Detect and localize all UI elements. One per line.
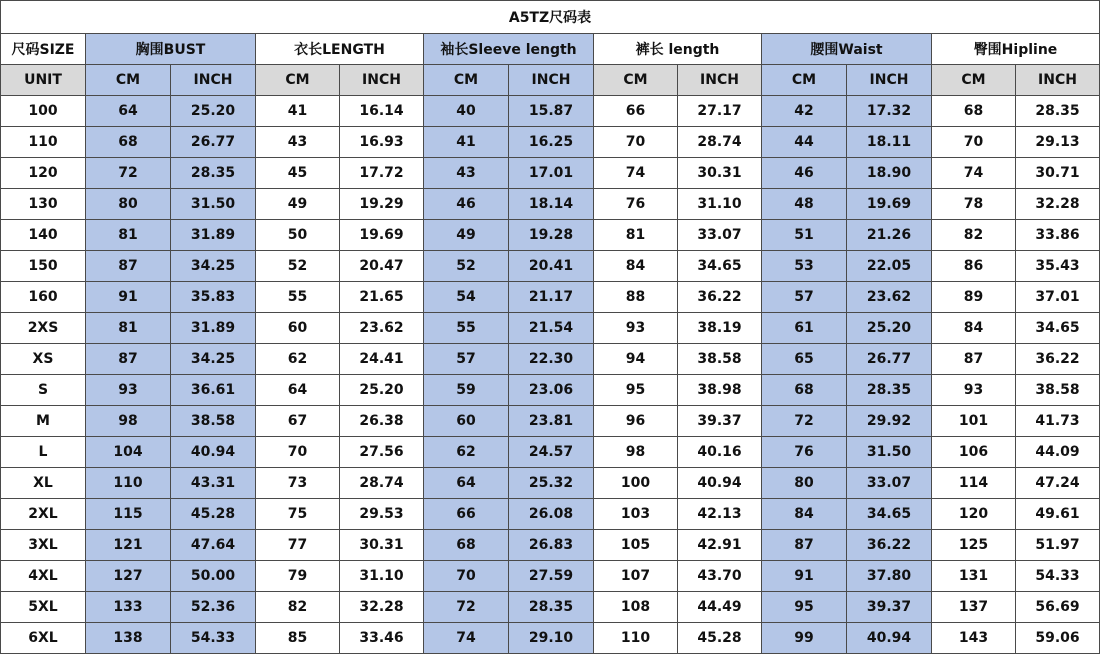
value-cell: 28.35 [847, 375, 932, 406]
value-cell: 98 [594, 437, 678, 468]
value-cell: 22.05 [847, 251, 932, 282]
size-cell: 5XL [1, 592, 86, 623]
header-waist: 腰围Waist [762, 34, 932, 65]
header-hip: 臀围Hipline [932, 34, 1100, 65]
value-cell: 31.10 [340, 561, 424, 592]
value-cell: 47.24 [1016, 468, 1100, 499]
value-cell: 37.01 [1016, 282, 1100, 313]
value-cell: 33.86 [1016, 220, 1100, 251]
table-row [1, 251, 1100, 282]
value-cell: 34.65 [1016, 313, 1100, 344]
value-cell: 103 [594, 499, 678, 530]
value-cell: 23.81 [509, 406, 594, 437]
value-cell: 84 [762, 499, 847, 530]
value-cell: 70 [256, 437, 340, 468]
value-cell: 29.53 [340, 499, 424, 530]
value-cell: 68 [932, 96, 1016, 127]
value-cell: 143 [932, 623, 1016, 654]
value-cell: 104 [86, 437, 171, 468]
value-cell: 49.61 [1016, 499, 1100, 530]
value-cell: 87 [86, 344, 171, 375]
size-cell: 100 [1, 96, 86, 127]
table-row [1, 623, 1100, 654]
value-cell: 87 [86, 251, 171, 282]
value-cell: 33.07 [678, 220, 762, 251]
value-cell: 29.10 [509, 623, 594, 654]
size-cell: 6XL [1, 623, 86, 654]
value-cell: 32.28 [1016, 189, 1100, 220]
value-cell: 70 [932, 127, 1016, 158]
value-cell: 51.97 [1016, 530, 1100, 561]
value-cell: 40.16 [678, 437, 762, 468]
value-cell: 33.46 [340, 623, 424, 654]
value-cell: 20.47 [340, 251, 424, 282]
table-row [1, 189, 1100, 220]
size-cell: 2XS [1, 313, 86, 344]
value-cell: 30.31 [678, 158, 762, 189]
value-cell: 99 [762, 623, 847, 654]
value-cell: 81 [86, 220, 171, 251]
value-cell: 70 [424, 561, 509, 592]
size-cell: 4XL [1, 561, 86, 592]
value-cell: 78 [932, 189, 1016, 220]
value-cell: 43.31 [171, 468, 256, 499]
table-row [1, 592, 1100, 623]
value-cell: 40.94 [678, 468, 762, 499]
value-cell: 95 [762, 592, 847, 623]
value-cell: 16.14 [340, 96, 424, 127]
value-cell: 31.50 [847, 437, 932, 468]
value-cell: 74 [932, 158, 1016, 189]
value-cell: 25.20 [847, 313, 932, 344]
value-cell: 50 [256, 220, 340, 251]
unit-cm: CM [762, 65, 847, 96]
unit-inch: INCH [678, 65, 762, 96]
value-cell: 36.22 [1016, 344, 1100, 375]
value-cell: 31.89 [171, 220, 256, 251]
value-cell: 65 [762, 344, 847, 375]
value-cell: 23.62 [340, 313, 424, 344]
value-cell: 49 [256, 189, 340, 220]
size-cell: 160 [1, 282, 86, 313]
table-row [1, 313, 1100, 344]
value-cell: 23.06 [509, 375, 594, 406]
header-pants: 裤长 length [594, 34, 762, 65]
value-cell: 34.65 [847, 499, 932, 530]
value-cell: 41 [256, 96, 340, 127]
table-row [1, 282, 1100, 313]
value-cell: 125 [932, 530, 1016, 561]
value-cell: 37.80 [847, 561, 932, 592]
value-cell: 89 [932, 282, 1016, 313]
value-cell: 40 [424, 96, 509, 127]
value-cell: 93 [932, 375, 1016, 406]
value-cell: 41 [424, 127, 509, 158]
value-cell: 43 [424, 158, 509, 189]
value-cell: 76 [762, 437, 847, 468]
value-cell: 77 [256, 530, 340, 561]
value-cell: 66 [594, 96, 678, 127]
value-cell: 44.49 [678, 592, 762, 623]
value-cell: 101 [932, 406, 1016, 437]
value-cell: 36.22 [847, 530, 932, 561]
value-cell: 91 [86, 282, 171, 313]
header-sleeve: 袖长Sleeve length [424, 34, 594, 65]
value-cell: 42.91 [678, 530, 762, 561]
value-cell: 46 [424, 189, 509, 220]
value-cell: 35.43 [1016, 251, 1100, 282]
value-cell: 105 [594, 530, 678, 561]
value-cell: 28.35 [171, 158, 256, 189]
table-row [1, 437, 1100, 468]
unit-cm: CM [86, 65, 171, 96]
value-cell: 85 [256, 623, 340, 654]
value-cell: 28.35 [1016, 96, 1100, 127]
value-cell: 25.20 [340, 375, 424, 406]
unit-cm: CM [424, 65, 509, 96]
value-cell: 64 [424, 468, 509, 499]
value-cell: 27.17 [678, 96, 762, 127]
value-cell: 18.14 [509, 189, 594, 220]
value-cell: 17.32 [847, 96, 932, 127]
value-cell: 22.30 [509, 344, 594, 375]
value-cell: 54.33 [1016, 561, 1100, 592]
value-cell: 53 [762, 251, 847, 282]
value-cell: 67 [256, 406, 340, 437]
value-cell: 24.41 [340, 344, 424, 375]
value-cell: 50.00 [171, 561, 256, 592]
value-cell: 86 [932, 251, 1016, 282]
value-cell: 133 [86, 592, 171, 623]
size-cell: XS [1, 344, 86, 375]
value-cell: 36.22 [678, 282, 762, 313]
value-cell: 26.83 [509, 530, 594, 561]
value-cell: 34.25 [171, 251, 256, 282]
value-cell: 27.59 [509, 561, 594, 592]
value-cell: 74 [594, 158, 678, 189]
unit-cm: CM [932, 65, 1016, 96]
value-cell: 23.62 [847, 282, 932, 313]
value-cell: 38.58 [171, 406, 256, 437]
value-cell: 87 [762, 530, 847, 561]
unit-inch: INCH [509, 65, 594, 96]
unit-label: UNIT [1, 65, 86, 96]
unit-inch: INCH [1016, 65, 1100, 96]
value-cell: 25.32 [509, 468, 594, 499]
table-row [1, 468, 1100, 499]
value-cell: 84 [594, 251, 678, 282]
value-cell: 62 [424, 437, 509, 468]
value-cell: 46 [762, 158, 847, 189]
value-cell: 31.10 [678, 189, 762, 220]
value-cell: 98 [86, 406, 171, 437]
value-cell: 26.08 [509, 499, 594, 530]
value-cell: 68 [424, 530, 509, 561]
header-length: 衣长LENGTH [256, 34, 424, 65]
value-cell: 81 [594, 220, 678, 251]
value-cell: 25.20 [171, 96, 256, 127]
value-cell: 76 [594, 189, 678, 220]
size-cell: 3XL [1, 530, 86, 561]
unit-row [1, 65, 1100, 96]
value-cell: 19.69 [340, 220, 424, 251]
table-row [1, 375, 1100, 406]
value-cell: 42.13 [678, 499, 762, 530]
value-cell: 41.73 [1016, 406, 1100, 437]
value-cell: 80 [86, 189, 171, 220]
value-cell: 28.74 [340, 468, 424, 499]
value-cell: 40.94 [847, 623, 932, 654]
value-cell: 40.94 [171, 437, 256, 468]
unit-cm: CM [256, 65, 340, 96]
value-cell: 29.13 [1016, 127, 1100, 158]
value-cell: 44 [762, 127, 847, 158]
value-cell: 64 [86, 96, 171, 127]
value-cell: 47.64 [171, 530, 256, 561]
value-cell: 115 [86, 499, 171, 530]
unit-inch: INCH [171, 65, 256, 96]
value-cell: 16.25 [509, 127, 594, 158]
value-cell: 110 [86, 468, 171, 499]
value-cell: 26.77 [847, 344, 932, 375]
size-cell: 150 [1, 251, 86, 282]
unit-cm: CM [594, 65, 678, 96]
table-row [1, 406, 1100, 437]
value-cell: 68 [86, 127, 171, 158]
value-cell: 96 [594, 406, 678, 437]
table-row [1, 530, 1100, 561]
size-cell: 140 [1, 220, 86, 251]
value-cell: 54 [424, 282, 509, 313]
value-cell: 19.69 [847, 189, 932, 220]
value-cell: 66 [424, 499, 509, 530]
value-cell: 131 [932, 561, 1016, 592]
value-cell: 81 [86, 313, 171, 344]
value-cell: 21.65 [340, 282, 424, 313]
value-cell: 16.93 [340, 127, 424, 158]
value-cell: 31.89 [171, 313, 256, 344]
table-title: A5TZ尺码表 [1, 1, 1100, 34]
value-cell: 28.35 [509, 592, 594, 623]
value-cell: 38.58 [678, 344, 762, 375]
value-cell: 51 [762, 220, 847, 251]
value-cell: 44.09 [1016, 437, 1100, 468]
value-cell: 100 [594, 468, 678, 499]
size-cell: 130 [1, 189, 86, 220]
table-row [1, 127, 1100, 158]
value-cell: 72 [762, 406, 847, 437]
value-cell: 55 [256, 282, 340, 313]
value-cell: 110 [594, 623, 678, 654]
value-cell: 138 [86, 623, 171, 654]
value-cell: 27.56 [340, 437, 424, 468]
value-cell: 20.41 [509, 251, 594, 282]
header-bust: 胸围BUST [86, 34, 256, 65]
value-cell: 60 [256, 313, 340, 344]
value-cell: 94 [594, 344, 678, 375]
value-cell: 36.61 [171, 375, 256, 406]
value-cell: 45 [256, 158, 340, 189]
value-cell: 60 [424, 406, 509, 437]
value-cell: 45.28 [171, 499, 256, 530]
value-cell: 82 [256, 592, 340, 623]
value-cell: 73 [256, 468, 340, 499]
value-cell: 91 [762, 561, 847, 592]
value-cell: 54.33 [171, 623, 256, 654]
value-cell: 114 [932, 468, 1016, 499]
value-cell: 24.57 [509, 437, 594, 468]
value-cell: 57 [424, 344, 509, 375]
unit-inch: INCH [340, 65, 424, 96]
value-cell: 120 [932, 499, 1016, 530]
size-cell: XL [1, 468, 86, 499]
value-cell: 59 [424, 375, 509, 406]
value-cell: 30.31 [340, 530, 424, 561]
value-cell: 57 [762, 282, 847, 313]
size-cell: M [1, 406, 86, 437]
value-cell: 80 [762, 468, 847, 499]
header-size: 尺码SIZE [1, 34, 86, 65]
value-cell: 38.98 [678, 375, 762, 406]
table-row [1, 158, 1100, 189]
value-cell: 17.01 [509, 158, 594, 189]
value-cell: 34.65 [678, 251, 762, 282]
value-cell: 43.70 [678, 561, 762, 592]
value-cell: 39.37 [847, 592, 932, 623]
value-cell: 88 [594, 282, 678, 313]
table-row [1, 96, 1100, 127]
value-cell: 52 [256, 251, 340, 282]
value-cell: 61 [762, 313, 847, 344]
value-cell: 75 [256, 499, 340, 530]
table-row [1, 220, 1100, 251]
size-cell: 120 [1, 158, 86, 189]
value-cell: 55 [424, 313, 509, 344]
value-cell: 79 [256, 561, 340, 592]
value-cell: 42 [762, 96, 847, 127]
value-cell: 17.72 [340, 158, 424, 189]
value-cell: 18.90 [847, 158, 932, 189]
value-cell: 33.07 [847, 468, 932, 499]
value-cell: 93 [594, 313, 678, 344]
value-cell: 52 [424, 251, 509, 282]
value-cell: 87 [932, 344, 1016, 375]
value-cell: 106 [932, 437, 1016, 468]
value-cell: 49 [424, 220, 509, 251]
value-cell: 70 [594, 127, 678, 158]
value-cell: 38.19 [678, 313, 762, 344]
value-cell: 72 [86, 158, 171, 189]
value-cell: 62 [256, 344, 340, 375]
value-cell: 43 [256, 127, 340, 158]
table-row [1, 499, 1100, 530]
value-cell: 30.71 [1016, 158, 1100, 189]
value-cell: 74 [424, 623, 509, 654]
value-cell: 39.37 [678, 406, 762, 437]
unit-inch: INCH [847, 65, 932, 96]
value-cell: 21.17 [509, 282, 594, 313]
value-cell: 82 [932, 220, 1016, 251]
value-cell: 108 [594, 592, 678, 623]
size-cell: L [1, 437, 86, 468]
value-cell: 52.36 [171, 592, 256, 623]
value-cell: 84 [932, 313, 1016, 344]
value-cell: 26.38 [340, 406, 424, 437]
value-cell: 38.58 [1016, 375, 1100, 406]
value-cell: 29.92 [847, 406, 932, 437]
table-row [1, 561, 1100, 592]
value-cell: 31.50 [171, 189, 256, 220]
value-cell: 68 [762, 375, 847, 406]
value-cell: 34.25 [171, 344, 256, 375]
value-cell: 107 [594, 561, 678, 592]
value-cell: 19.29 [340, 189, 424, 220]
value-cell: 45.28 [678, 623, 762, 654]
value-cell: 121 [86, 530, 171, 561]
value-cell: 15.87 [509, 96, 594, 127]
value-cell: 21.54 [509, 313, 594, 344]
table-row [1, 344, 1100, 375]
size-cell: S [1, 375, 86, 406]
value-cell: 127 [86, 561, 171, 592]
value-cell: 56.69 [1016, 592, 1100, 623]
value-cell: 137 [932, 592, 1016, 623]
value-cell: 28.74 [678, 127, 762, 158]
value-cell: 18.11 [847, 127, 932, 158]
value-cell: 59.06 [1016, 623, 1100, 654]
value-cell: 48 [762, 189, 847, 220]
value-cell: 26.77 [171, 127, 256, 158]
value-cell: 93 [86, 375, 171, 406]
value-cell: 19.28 [509, 220, 594, 251]
value-cell: 64 [256, 375, 340, 406]
value-cell: 32.28 [340, 592, 424, 623]
size-cell: 110 [1, 127, 86, 158]
value-cell: 35.83 [171, 282, 256, 313]
value-cell: 72 [424, 592, 509, 623]
value-cell: 95 [594, 375, 678, 406]
value-cell: 21.26 [847, 220, 932, 251]
size-cell: 2XL [1, 499, 86, 530]
